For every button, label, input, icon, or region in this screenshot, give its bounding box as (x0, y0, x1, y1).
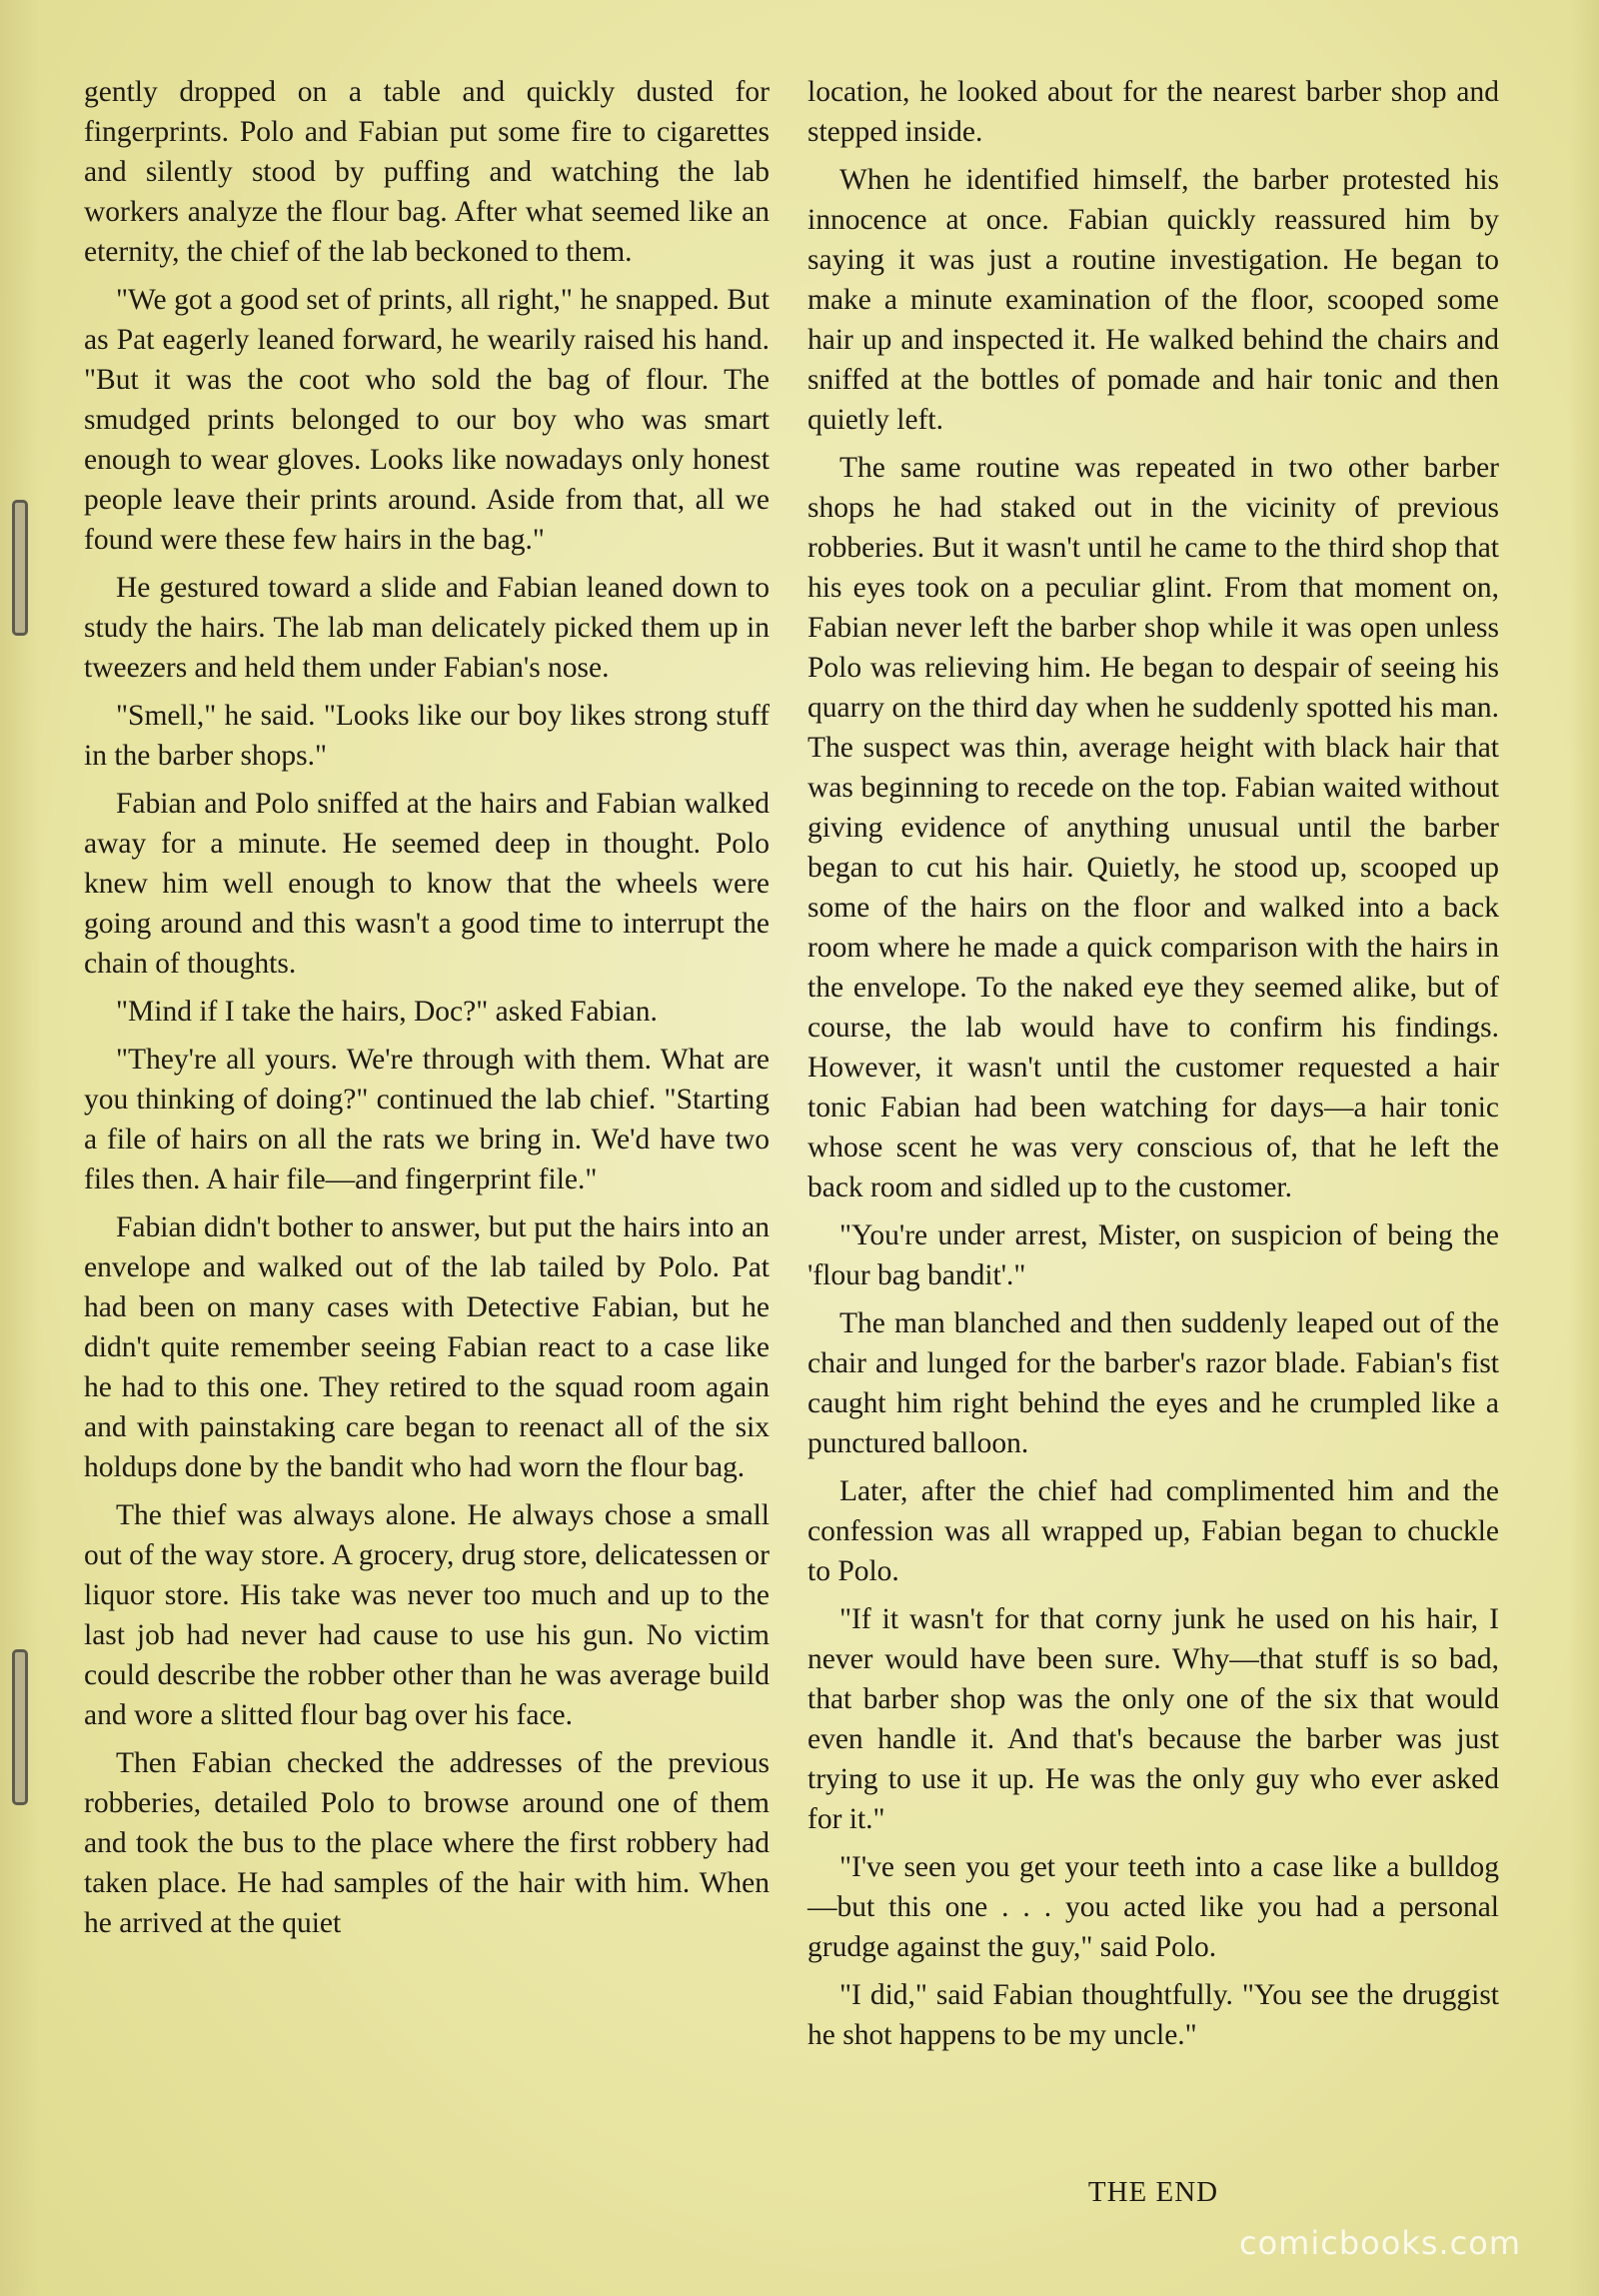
paragraph: "Smell," he said. "Looks like our boy likes strong stuff in the barber shops." (84, 700, 770, 772)
paragraph: Later, after the chief had complimented him and the confession was all wrapped up, Fabian began to chuckle to Polo. (807, 1475, 1499, 1587)
paragraph: "I've seen you get your teeth into a case like a bulldog—but this one . . . you acted like you had a personal grudge against the guy," said Polo. (807, 1851, 1499, 1963)
left-text-column (84, 72, 770, 1951)
paragraph: Fabian didn't bother to answer, but put the hairs into an envelope and walked out of the lab tailed by Polo. Pat had been on many cases with Detective Fabian, but he didn't quite remember seeing Fabian react to a case like he had to this one. They retired to the squad room again and with painstaking care began to reenact all of the six holdups done by the bandit who had worn the flour bag. (84, 1211, 770, 1483)
the-end-label: THE END (1087, 2176, 1219, 2208)
paragraph: "Mind if I take the hairs, Doc?" asked Fabian. (116, 996, 658, 1028)
paragraph: The man blanched and then suddenly leaped out of the chair and lunged for the barber's razor blade. Fabian's fist caught him right behind the eyes and he crumpled like a punctured balloon. (807, 1307, 1499, 1459)
watermark: comicbooks.com (1238, 2224, 1521, 2262)
staple-bottom (12, 1649, 28, 1805)
paragraph: "I did," said Fabian thoughtfully. "You see the druggist he shot happens to be my uncle." (807, 1979, 1499, 2051)
paragraph: Fabian and Polo sniffed at the hairs and Fabian walked away for a minute. He seemed deep in thought. Polo knew him well enough to know that the wheels were going around and this wasn't a good time to interrupt the chain of thoughts. (84, 788, 770, 980)
paragraph: "You're under arrest, Mister, on suspicion of being the 'flour bag bandit'." (807, 1219, 1499, 1291)
paragraph: "We got a good set of prints, all right," he snapped. But as Pat eagerly leaned forward, he wearily raised his hand. "But it was the coot who sold the bag of flour. The smudged prints belonged to our boy who was smart enough to wear gloves. Looks like nowadays only honest people leave their prints around. Aside from that, all we found were these few hairs in the bag." (84, 284, 770, 556)
paragraph: The same routine was repeated in two other barber shops he had staked out in the vicinity of previous robberies. But it wasn't until he came to the third shop that his eyes took on a peculiar glint. From that moment on, Fabian never left the barber shop while it was open unless Polo was relieving him. He began to despair of seeing his quarry on the third day when he suddenly spotted his man. The suspect was thin, average height with black hair that was beginning to recede on the top. Fabian waited without giving evidence of anything unusual until the barber began to cut his hair. Quietly, he stood up, scooped up some of the hairs on the floor and walked into a back room where he made a quick comparison with the hairs in the envelope. To the naked eye they seemed alike, but of course, the lab would have to confirm his findings. However, it wasn't until the customer requested a hair tonic Fabian had been watching for days—a hair tonic whose scent he was very conscious of, that he left the back room and sidled up to the customer. (807, 452, 1499, 1203)
paragraph: "If it wasn't for that corny junk he used on his hair, I never would have been sure. Why—that stuff is so bad, that barber shop was the only one of the six that would even handle it. And that's because the barber was just trying to use it up. He was the only guy who ever asked for it." (807, 1603, 1499, 1835)
paragraph: When he identified himself, the barber protested his innocence at once. Fabian quickly reassured him by saying it was just a routine investigation. He began to make a minute examination of the floor, scooped some hair up and inspected it. He walked behind the chairs and sniffed at the bottles of pomade and hair tonic and then quietly left. (807, 164, 1499, 436)
paragraph: The thief was always alone. He always chose a small out of the way store. A grocery, drug store, delicatessen or liquor store. His take was never too much and up to the last job had never had cause to use his gun. No victim could describe the robber other than he was average build and wore a slitted flour bag over his face. (84, 1499, 770, 1731)
paragraph: He gestured toward a slide and Fabian leaned down to study the hairs. The lab man delicately picked them up in tweezers and held them under Fabian's nose. (84, 572, 770, 684)
paragraph: "They're all yours. We're through with them. What are you thinking of doing?" continued the lab chief. "Starting a file of hairs on all the rats we bring in. We'd have two files then. A hair file—and fingerprint file." (84, 1044, 770, 1195)
right-text-column (807, 72, 1499, 2063)
paragraph: location, he looked about for the nearest barber shop and stepped inside. (807, 76, 1499, 148)
staple-top (12, 500, 28, 636)
paragraph: Then Fabian checked the addresses of the previous robberies, detailed Polo to browse around one of them and took the bus to the place where the first robbery had taken place. He had samples of the hair with him. When he arrived at the quiet (84, 1747, 770, 1939)
paragraph: gently dropped on a table and quickly dusted for fingerprints. Polo and Fabian put some fire to cigarettes and silently stood by puffing and watching the lab workers analyze the flour bag. After what seemed like an eternity, the chief of the lab beckoned to them. (84, 76, 770, 268)
